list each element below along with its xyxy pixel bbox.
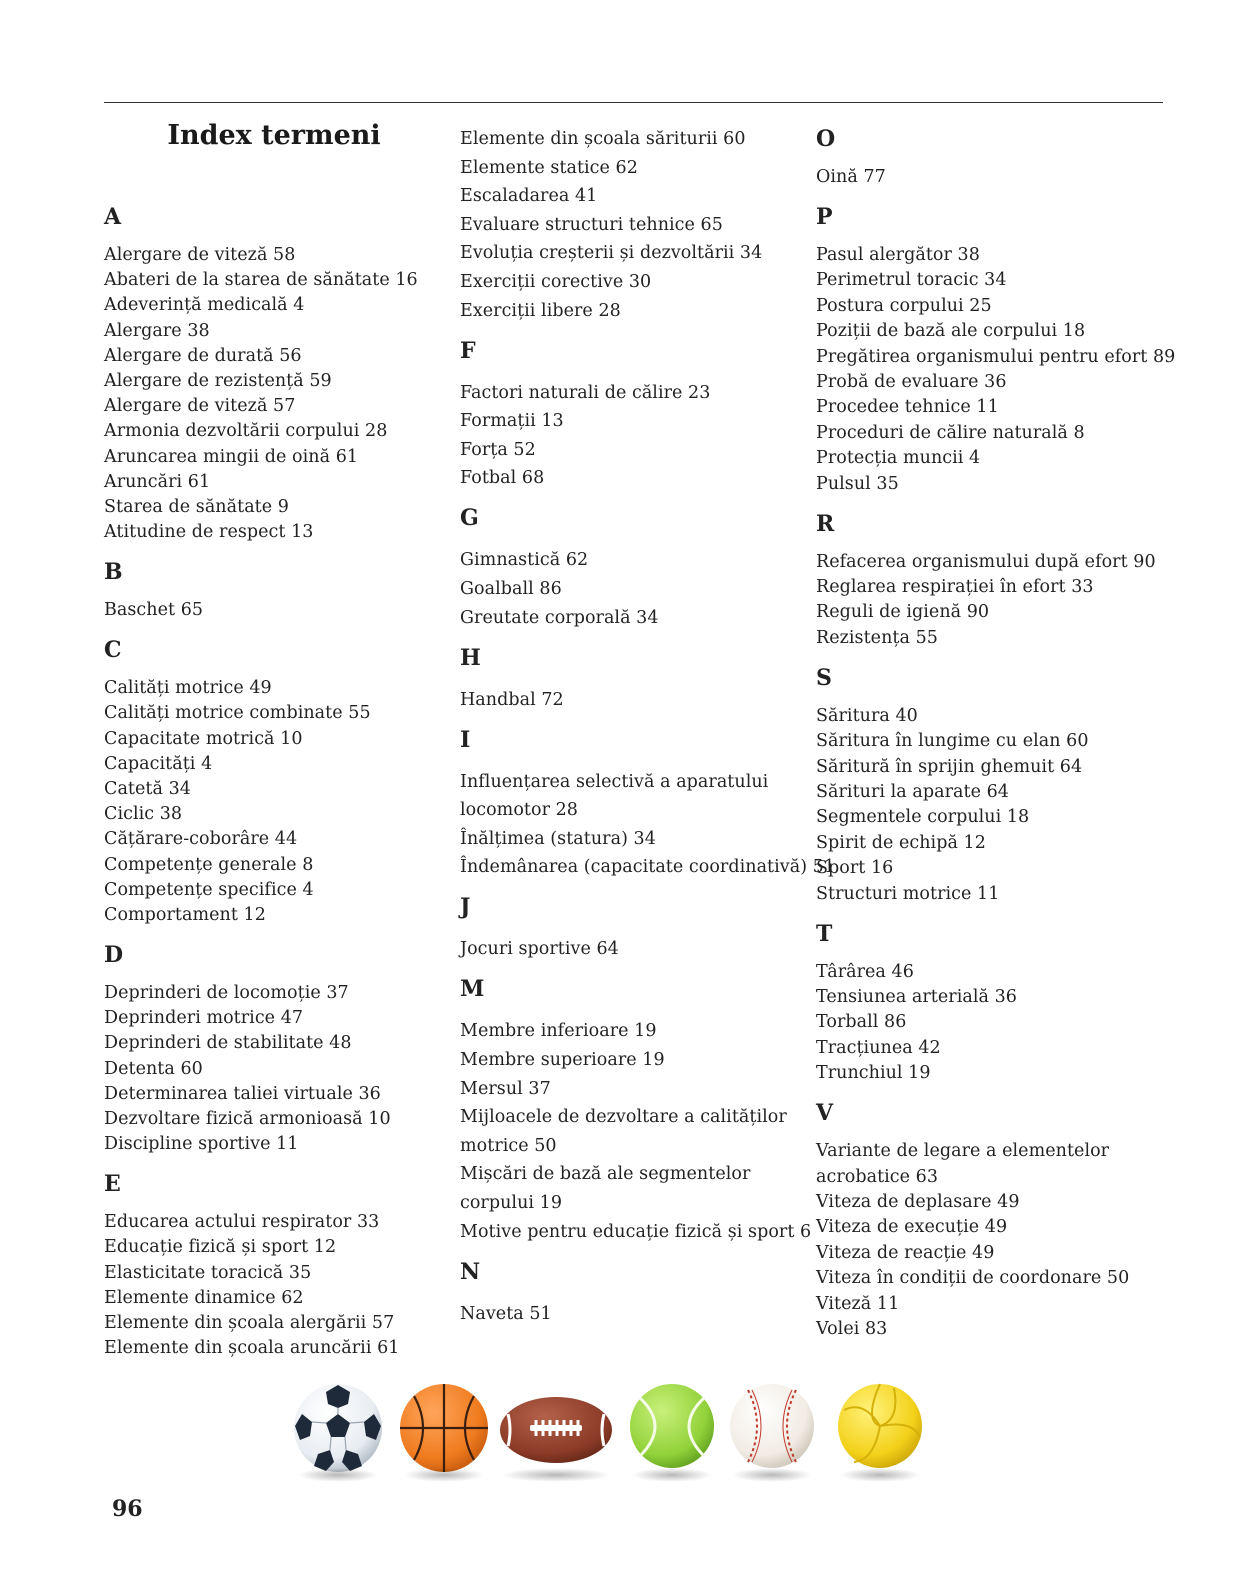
index-entry: Sport 16	[816, 858, 894, 879]
index-entry: Evoluția creșterii și dezvoltării 34	[460, 243, 763, 264]
index-entry: Armonia dezvoltării corpului 28	[104, 421, 388, 442]
index-entry: Comportament 12	[104, 905, 266, 925]
index-entry: Goalball 86	[460, 579, 562, 599]
index-entry: locomotor 28	[460, 800, 578, 821]
index-entry: Volei 83	[816, 1319, 888, 1339]
index-entry: Probă de evaluare 36	[816, 372, 1007, 392]
section-letter-b: B	[104, 559, 123, 586]
index-entry: Viteza în condiții de coordonare 50	[816, 1268, 1130, 1289]
index-entry: Pulsul 35	[816, 473, 899, 494]
index-entry: Mijloacele de dezvoltare a calităților	[460, 1107, 787, 1128]
index-entry: Elasticitate toracică 35	[104, 1262, 312, 1283]
section-letter-f: F	[460, 337, 476, 364]
index-entry: Săritura 40	[816, 705, 918, 726]
top-rule	[104, 102, 1163, 103]
baseball-icon	[726, 1380, 818, 1476]
index-entry: Alergare 38	[104, 320, 210, 341]
index-entry: Determinarea taliei virtuale 36	[104, 1083, 381, 1104]
index-entry: Deprinderi motrice 47	[104, 1008, 304, 1029]
index-entry: Viteza de reacție 49	[816, 1242, 995, 1263]
index-entry: Discipline sportive 11	[104, 1134, 299, 1155]
index-entry: Greutate corporală 34	[460, 607, 659, 628]
index-entry: Poziții de bază ale corpului 18	[816, 321, 1086, 342]
index-entry: Elemente dinamice 62	[104, 1287, 304, 1308]
index-entry: Calități motrice 49	[104, 678, 272, 699]
section-letter-n: N	[460, 1258, 481, 1285]
index-entry: Alergare de viteză 58	[104, 245, 296, 265]
index-entry: Competențe generale 8	[104, 854, 314, 875]
index-entry: corpului 19	[460, 1193, 563, 1213]
index-entry: Alergare de viteză 57	[104, 396, 296, 417]
index-entry: Motive pentru educație fizică și sport 6	[460, 1221, 812, 1242]
index-entry: Influențarea selectivă a aparatului	[460, 771, 769, 792]
index-entry: Rezistența 55	[816, 627, 938, 648]
index-entry: Segmentele corpului 18	[816, 807, 1030, 828]
index-entry: Aruncarea mingii de oină 61	[104, 446, 359, 467]
index-entry: motrice 50	[460, 1135, 557, 1156]
tennis-ball-icon	[626, 1380, 718, 1476]
section-letter-v: V	[816, 1100, 834, 1127]
index-entry: Detenta 60	[104, 1058, 203, 1079]
index-entry: Handbal 72	[460, 689, 564, 710]
sports-balls-illustration	[290, 1380, 950, 1500]
index-entry: Evaluare structuri tehnice 65	[460, 214, 723, 235]
index-entry: Reguli de igienă 90	[816, 602, 990, 623]
section-letter-m: M	[460, 976, 485, 1003]
index-entry: Pregătirea organismului pentru efort 89	[816, 346, 1176, 367]
section-letter-s: S	[816, 664, 832, 691]
index-entry: Baschet 65	[104, 600, 204, 621]
index-entry: Jocuri sportive 64	[460, 939, 619, 960]
index-entry: Perimetrul toracic 34	[816, 270, 1007, 291]
american-football-icon	[498, 1394, 614, 1470]
section-letter-g: G	[460, 505, 479, 532]
index-entry: Adeverință medicală 4	[104, 295, 305, 316]
index-entry: Mersul 37	[460, 1078, 551, 1099]
index-entry: Reglarea respirației în efort 33	[816, 577, 1094, 597]
index-entry: Elemente statice 62	[460, 157, 638, 178]
index-entry: Calități motrice combinate 55	[104, 703, 371, 724]
index-entry: Viteza de execuție 49	[816, 1217, 1008, 1238]
section-letter-h: H	[460, 644, 481, 671]
index-entry: Atitudine de respect 13	[104, 522, 314, 543]
index-entry: Spirit de echipă 12	[816, 832, 986, 853]
index-entry: Elemente din școala alergării 57	[104, 1313, 395, 1333]
index-entry: Protecția muncii 4	[816, 448, 981, 469]
index-entry: Procedee tehnice 11	[816, 397, 999, 418]
index-entry: Pasul alergător 38	[816, 245, 980, 265]
index-entry: Exerciții corective 30	[460, 272, 652, 292]
index-entry: Torball 86	[816, 1012, 907, 1033]
soccer-ball-icon	[290, 1380, 386, 1480]
section-letter-p: P	[816, 204, 833, 230]
section-letter-r: R	[816, 510, 835, 537]
index-entry: Deprinderi de stabilitate 48	[104, 1033, 352, 1054]
index-entry: Elemente din școala aruncării 61	[104, 1338, 400, 1359]
index-entry: Cățărare-coborâre 44	[104, 829, 298, 850]
index-entry: Competențe specifice 4	[104, 879, 314, 900]
index-entry: Educarea actului respirator 33	[104, 1212, 380, 1233]
page-title: Index termeni	[167, 120, 381, 151]
index-entry: Membre superioare 19	[460, 1050, 665, 1070]
index-entry: Mișcări de bază ale segmentelor	[460, 1164, 751, 1185]
index-entry: Proceduri de călire naturală 8	[816, 422, 1085, 443]
index-entry: Postura corpului 25	[816, 295, 992, 316]
section-letter-i: I	[460, 726, 471, 753]
index-entry: Escaladarea 41	[460, 186, 598, 207]
index-entry: Naveta 51	[460, 1303, 552, 1324]
index-entry: Elemente din școala săriturii 60	[460, 129, 746, 149]
index-entry: Formații 13	[460, 411, 564, 432]
index-entry: Tracțiunea 42	[816, 1037, 941, 1058]
volleyball-icon	[834, 1380, 926, 1476]
index-entry: Fotbal 68	[460, 468, 545, 489]
index-entry: Educație fizică și sport 12	[104, 1237, 337, 1258]
index-entry: Exerciții libere 28	[460, 300, 621, 321]
index-entry: Înălțimea (statura) 34	[460, 828, 656, 849]
index-entry: acrobatice 63	[816, 1166, 939, 1187]
section-letter-j: J	[460, 894, 471, 921]
index-entry: Refacerea organismului după efort 90	[816, 551, 1156, 572]
index-entry: Starea de sănătate 9	[104, 497, 289, 517]
section-letter-t: T	[816, 920, 833, 947]
index-entry: Tensiunea arterială 36	[816, 987, 1017, 1007]
index-entry: Săritură în sprijin ghemuit 64	[816, 756, 1083, 777]
index-entry: Deprinderi de locomoție 37	[104, 983, 349, 1003]
index-entry: Aruncări 61	[104, 471, 211, 492]
section-letter-a: A	[104, 204, 122, 230]
index-entry: Viteză 11	[816, 1293, 900, 1314]
index-entry: Săritura în lungime cu elan 60	[816, 731, 1089, 752]
page-number: 96	[112, 1496, 143, 1522]
index-entry: Trunchiul 19	[816, 1063, 931, 1084]
index-entry: Dezvoltare fizică armonioasă 10	[104, 1109, 391, 1129]
index-entry: Capacitate motrică 10	[104, 728, 303, 749]
index-entry: Alergare de durată 56	[104, 345, 302, 366]
index-entry: Structuri motrice 11	[816, 883, 1000, 904]
index-entry: Alergare de rezistență 59	[104, 371, 332, 391]
index-entry: Oină 77	[816, 167, 886, 187]
index-entry: Târârea 46	[816, 961, 914, 982]
section-letter-d: D	[104, 942, 124, 968]
index-entry: Sărituri la aparate 64	[816, 782, 1009, 802]
index-entry: Abateri de la starea de sănătate 16	[104, 270, 418, 291]
index-entry: Ciclic 38	[104, 804, 183, 825]
index-entry: Catetă 34	[104, 779, 191, 799]
index-entry: Gimnastică 62	[460, 550, 589, 571]
index-entry: Îndemânarea (capacitate coordinativă) 51	[460, 857, 836, 878]
index-entry: Capacități 4	[104, 753, 213, 774]
index-entry: Membre inferioare 19	[460, 1021, 657, 1042]
section-letter-o: O	[816, 126, 836, 152]
section-letter-c: C	[104, 637, 122, 664]
index-entry: Forța 52	[460, 439, 536, 460]
index-entry: Viteza de deplasare 49	[816, 1192, 1020, 1212]
section-letter-e: E	[104, 1171, 121, 1198]
index-entry: Variante de legare a elementelor	[816, 1141, 1110, 1162]
index-entry: Factori naturali de călire 23	[460, 382, 711, 403]
basketball-icon	[396, 1380, 492, 1480]
